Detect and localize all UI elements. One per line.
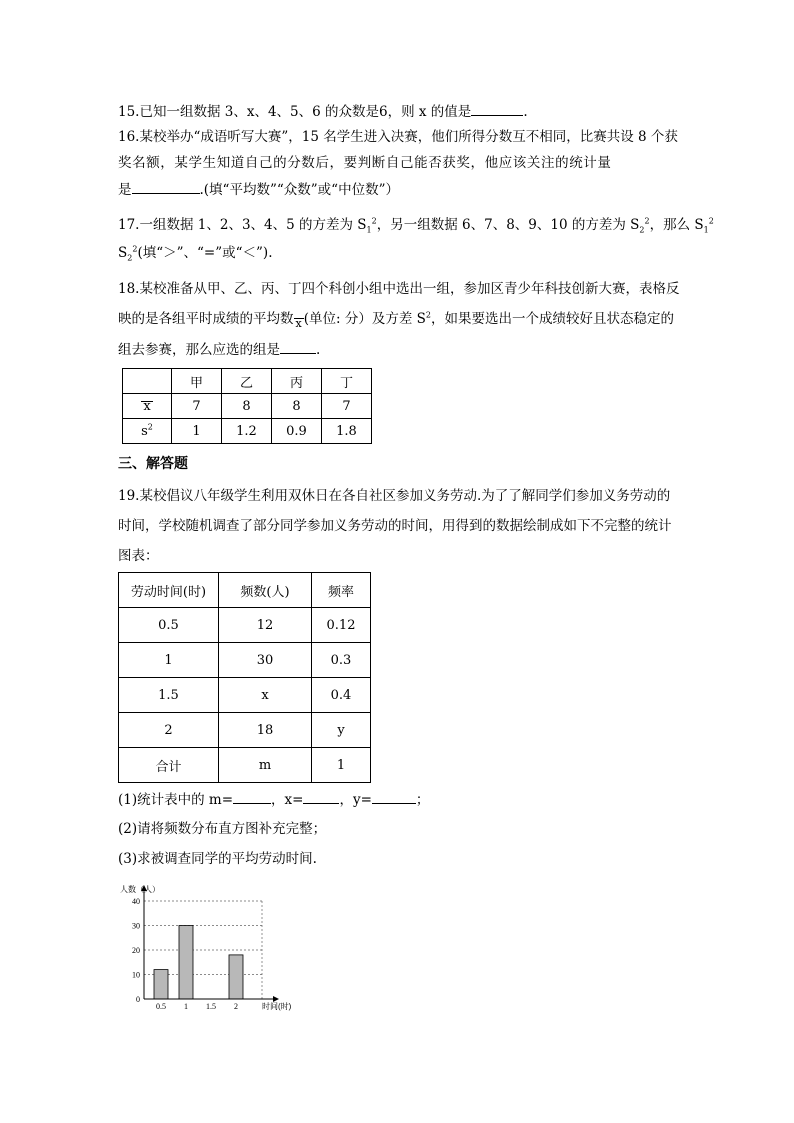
table-header: 甲 xyxy=(172,369,222,394)
q19-subquestion-1: (1)统计表中的 m= ，x= ，y= ； xyxy=(118,792,430,808)
table-cell: 8 xyxy=(272,394,322,419)
table-cell: 7 xyxy=(172,394,222,419)
bar xyxy=(179,926,193,1000)
mean-symbol: x xyxy=(295,317,302,330)
q18-table xyxy=(122,368,372,444)
table-cell: 30 xyxy=(219,643,312,678)
table-cell: 0.12 xyxy=(312,608,371,643)
section-heading: 三、解答题 xyxy=(118,456,188,472)
table-cell: 12 xyxy=(219,608,312,643)
answer-blank xyxy=(303,790,339,804)
table-header: 频率 xyxy=(312,573,371,608)
question-19-line3: 图表： xyxy=(118,548,159,564)
question-17-line2: $S_2^2$(填“＞”、“=”或“＜”). xyxy=(118,244,273,263)
y-tick-label: 10 xyxy=(132,970,140,980)
question-15: 15.已知一组数据 3、x、4、5、6 的众数是6，则 x 的值是 . xyxy=(118,104,528,120)
table-header: 频数(人) xyxy=(219,573,312,608)
table-cell: 1 xyxy=(172,419,222,444)
table-header xyxy=(123,369,172,394)
question-17-line1: 17.一组数据 1、2、3、4、5 的方差为 $S_1^2$，另一组数据 6、7、8、9、10 的方差为 $S_2^2$，那么 $S_1^2$ xyxy=(118,216,714,235)
question-18-line3: 组去参赛，那么应选的组是 . xyxy=(118,342,321,358)
table-cell: 18 xyxy=(219,713,312,748)
x-tick-label: 1 xyxy=(184,1002,188,1011)
question-18-line1: 18.某校准备从甲、乙、丙、丁四个科创小组中选出一组，参加区青少年科技创新大赛，表格反 xyxy=(118,281,680,297)
table-cell: 1 xyxy=(119,643,219,678)
question-19-line2: 时间，学校随机调查了部分同学参加义务劳动的时间，用得到的数据绘制成如下不完整的统计 xyxy=(118,518,672,534)
x-tick-label: 2 xyxy=(234,1002,238,1011)
question-19-line1: 19.某校倡议八年级学生利用双休日在各自社区参加义务劳动.为了了解同学们参加义务劳动的 xyxy=(118,488,671,504)
y-axis-label: 人数（人） xyxy=(120,885,160,894)
table-header: 丙 xyxy=(272,369,322,394)
table-cell: 0.5 xyxy=(119,608,219,643)
bar xyxy=(229,955,243,999)
bar xyxy=(154,970,168,999)
table-cell: 1.5 xyxy=(119,678,219,713)
answer-blank xyxy=(280,340,316,354)
table-cell: m xyxy=(219,748,312,783)
table-cell: 8 xyxy=(222,394,272,419)
x-tick-labels xyxy=(156,1002,238,1011)
table-cell: 1.2 xyxy=(222,419,272,444)
table-cell xyxy=(123,394,172,419)
y-tick-label: 40 xyxy=(132,897,140,906)
question-16-line3: 是 .(填“平均数”“众数”或“中位数”） xyxy=(118,182,399,198)
table-cell: 7 xyxy=(322,394,372,419)
question-18-line2: 映的是各组平时成绩的平均数 x (单位: 分）及方差 $S^2$，如果要选出一个成绩较好且状态稳定的 xyxy=(118,310,674,330)
q15-text: 15.已知一组数据 3、x、4、5、6 的众数是6，则 x 的值是 xyxy=(118,104,472,120)
q19-subquestion-3: (3)求被调查同学的平均劳动时间. xyxy=(118,851,317,867)
y-tick-labels xyxy=(132,897,140,1004)
table-cell: y xyxy=(312,713,371,748)
question-16-line2: 奖名额，某学生知道自己的分数后，要判断自己能否获奖，他应该关注的统计量 xyxy=(118,155,612,171)
answer-blank xyxy=(233,790,271,804)
table-cell: 0.9 xyxy=(272,419,322,444)
table-cell: 0.4 xyxy=(312,678,371,713)
table-cell: 1.8 xyxy=(322,419,372,444)
variance-label: s xyxy=(141,423,148,439)
q19-frequency-table xyxy=(118,572,371,783)
chart-bars xyxy=(154,926,243,1000)
table-header: 劳动时间(时) xyxy=(119,573,219,608)
table-cell: 0.3 xyxy=(312,643,371,678)
y-tick-label: 20 xyxy=(132,946,140,955)
frequency-histogram xyxy=(112,880,312,1016)
mean-label: x xyxy=(143,398,151,414)
answer-blank xyxy=(372,790,416,804)
table-cell: x xyxy=(219,678,312,713)
table-cell: 1 xyxy=(312,748,371,783)
table-cell: 2 xyxy=(119,713,219,748)
x-tick-label: 1.5 xyxy=(206,1002,216,1011)
table-cell: $s^2$ xyxy=(123,419,172,444)
answer-blank xyxy=(132,180,200,194)
answer-blank xyxy=(471,102,523,116)
table-header: 乙 xyxy=(222,369,272,394)
x-axis-label: 时间(时) xyxy=(262,1002,292,1011)
y-tick-label: 0 xyxy=(136,995,140,1004)
table-header: 丁 xyxy=(322,369,372,394)
table-cell: 合计 xyxy=(119,748,219,783)
q19-subquestion-2: (2)请将频数分布直方图补充完整； xyxy=(118,821,327,837)
y-tick-label: 30 xyxy=(132,921,140,931)
x-tick-label: 0.5 xyxy=(156,1002,166,1011)
question-16-line1: 16.某校举办“成语听写大赛”，15 名学生进入决赛，他们所得分数互不相同，比赛共设 8 个获 xyxy=(118,129,678,145)
